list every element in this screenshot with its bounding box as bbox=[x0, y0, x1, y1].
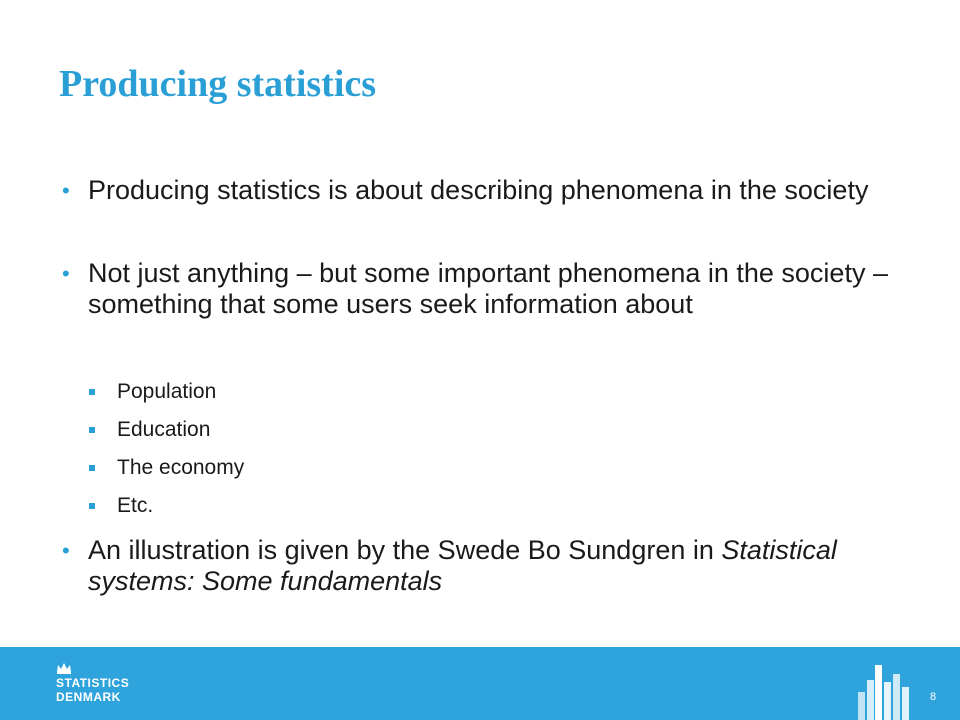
decorative-bars bbox=[858, 647, 916, 720]
decorative-bar bbox=[902, 687, 909, 720]
bullet-dot-icon: • bbox=[62, 261, 70, 286]
square-bullet-icon bbox=[89, 465, 95, 471]
sub-bullet-text: The economy bbox=[117, 456, 245, 479]
decorative-bar bbox=[867, 680, 874, 720]
decorative-bar bbox=[875, 665, 882, 720]
logo-text-line2: DENMARK bbox=[56, 690, 121, 704]
sub-bullet-text: Education bbox=[117, 418, 211, 441]
sub-bullet-item bbox=[117, 456, 244, 480]
decorative-bar bbox=[893, 674, 900, 720]
footer-band bbox=[0, 647, 960, 720]
bullet-item bbox=[62, 175, 908, 206]
bullet-text: Producing statistics is about describing phenomena in the society bbox=[88, 175, 869, 205]
logo-text-line1: STATISTICS bbox=[56, 676, 130, 690]
bullet-item bbox=[62, 535, 908, 597]
decorative-bar bbox=[858, 692, 865, 720]
bullet-text: Not just anything – but some important phenomena in the society – something that some users seek information about bbox=[88, 258, 888, 319]
sub-bullet-text: Etc. bbox=[117, 494, 154, 517]
square-bullet-icon bbox=[89, 503, 95, 509]
bullet-dot-icon: • bbox=[62, 178, 70, 203]
sub-bullet-item bbox=[117, 418, 210, 442]
square-bullet-icon bbox=[89, 427, 95, 433]
crown-icon bbox=[56, 662, 72, 674]
page-number: 8 bbox=[930, 691, 937, 703]
sub-bullet-item bbox=[117, 380, 216, 404]
bullet-italic-title: Statistical systems: Some fundamentals bbox=[88, 535, 837, 596]
sub-bullet-text: Population bbox=[117, 380, 217, 403]
decorative-bar bbox=[884, 682, 891, 720]
bullet-text: An illustration is given by the Swede Bo Sundgren in bbox=[88, 535, 722, 565]
sub-bullet-item bbox=[117, 494, 153, 518]
bullet-dot-icon: • bbox=[62, 538, 70, 563]
slide-title: Producing statistics bbox=[59, 63, 377, 105]
bullet-item bbox=[62, 258, 908, 320]
square-bullet-icon bbox=[89, 389, 95, 395]
